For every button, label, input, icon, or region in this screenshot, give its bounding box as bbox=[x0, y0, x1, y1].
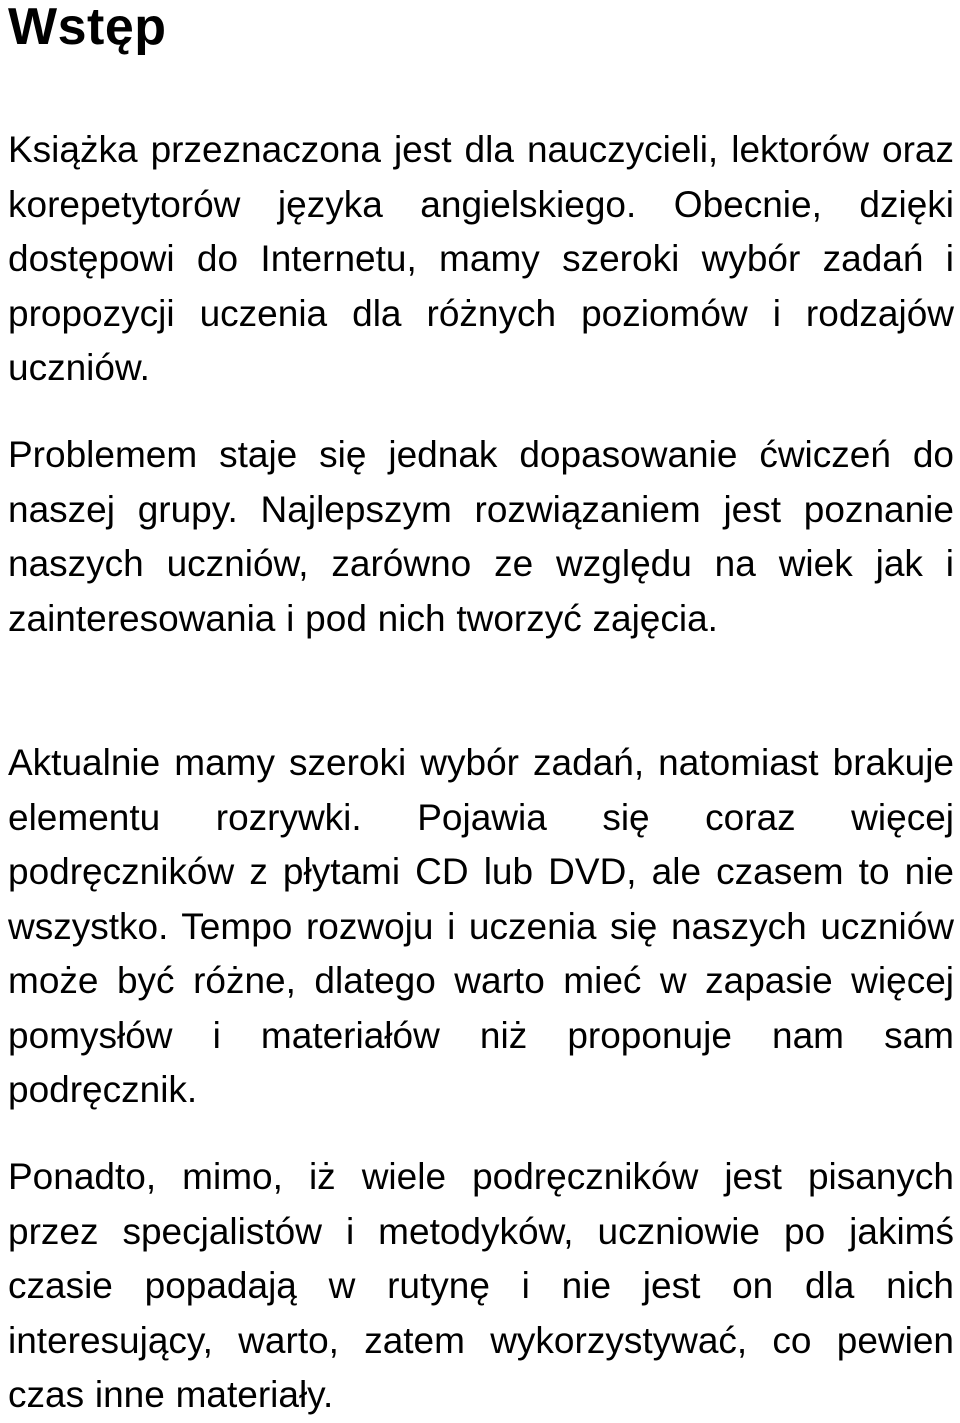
paragraph-moreover: Ponadto, mimo, iż wiele podręczników jest pisanych przez specjalistów i metodyków, uczniowie po jakimś czasie popadają w rutynę i nie jest on dla nich interesujący, warto, zatem wykorzystywać, co pewien czas inne materiały. bbox=[8, 1156, 954, 1415]
paragraph-problem: Problemem staje się jednak dopasowanie ćwiczeń do naszej grupy. Najlepszym rozwiązaniem jest poznanie naszych uczniów, zarówno ze względu na wiek jak i zainteresowania i pod nich tworzyć zajęcia. bbox=[8, 434, 954, 639]
paragraph-current: Aktualnie mamy szeroki wybór zadań, natomiast brakuje elementu rozrywki. Pojawia się coraz więcej podręczników z płytami CD lub DVD, ale czasem to nie wszystko. Tempo rozwoju i uczenia się naszych uczniów może być różne, dlatego warto mieć w zapasie więcej pomysłów i materiałów niż proponuje nam sam podręcznik. bbox=[8, 742, 954, 1110]
page-title: Wstęp bbox=[8, 0, 167, 56]
paragraph-intro: Książka przeznaczona jest dla nauczycieli, lektorów oraz korepetytorów języka angielskiego. Obecnie, dzięki dostępowi do Internetu, mamy szeroki wybór zadań i propozycji uczenia dla różnych poziomów i rodzajów uczniów. bbox=[8, 129, 954, 388]
